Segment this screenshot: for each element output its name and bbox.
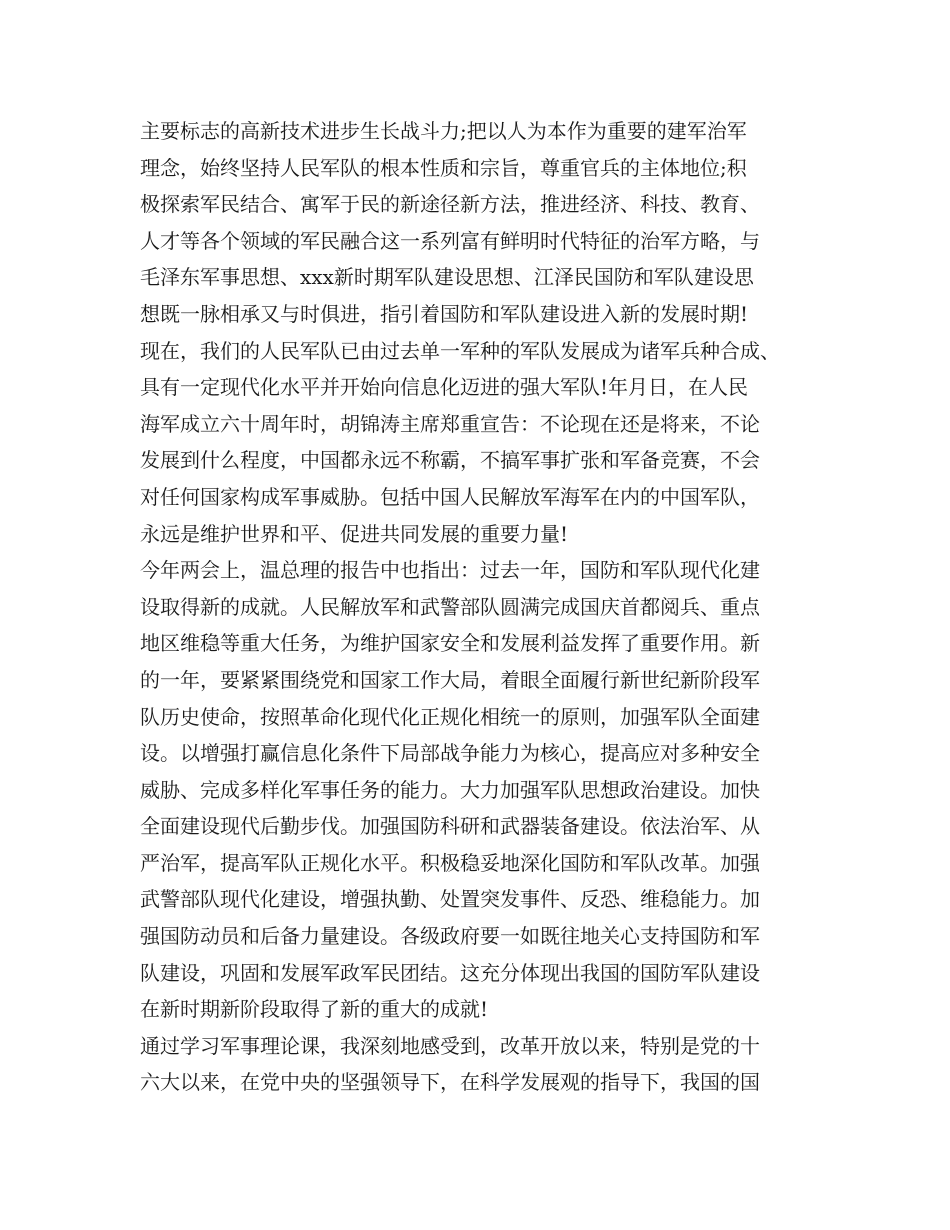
text-line: 队历史使命，按照革命化现代化正规化相统一的原则，加强军队全面建 [140, 704, 760, 729]
document-body [140, 113, 830, 1101]
text-line: 威胁、完成多样化军事任务的能力。大力加强军队思想政治建设。加快 [140, 777, 760, 802]
text-line: 永远是维护世界和平、促进共同发展的重要力量! [140, 521, 569, 546]
text-line: 人才等各个领域的军民融合这一系列富有鲜明时代特征的治军方略，与 [140, 228, 760, 253]
text-line: 设取得新的成就。人民解放军和武警部队圆满完成国庆首都阅兵、重点 [140, 594, 760, 619]
text-line: 全面建设现代后勤步伐。加强国防科研和武器装备建设。依法治军、从 [140, 814, 760, 839]
text-line: 强国防动员和后备力量建设。各级政府要一如既往地关心支持国防和军 [140, 924, 760, 949]
text-line: 地区维稳等重大任务，为维护国家安全和发展利益发挥了重要作用。新 [140, 631, 760, 656]
text-line: 具有一定现代化水平并开始向信息化迈进的强大军队!年月日，在人民 [140, 375, 749, 400]
text-line: 今年两会上，温总理的报告中也指出：过去一年，国防和军队现代化建 [140, 558, 760, 583]
text-line: 发展到什么程度，中国都永远不称霸，不搞军事扩张和军备竞赛，不会 [140, 448, 760, 473]
text-line: 毛泽东军事思想、xxx新时期军队建设思想、江泽民国防和军队建设思 [140, 265, 754, 290]
text-line: 对任何国家构成军事威胁。包括中国人民解放军海军在内的中国军队， [140, 484, 760, 509]
text-line: 的一年，要紧紧围绕党和国家工作大局，着眼全面履行新世纪新阶段军 [140, 667, 760, 692]
text-line: 海军成立六十周年时，胡锦涛主席郑重宣告：不论现在还是将来，不论 [140, 411, 760, 436]
text-line: 武警部队现代化建设，增强执勤、处置突发事件、反恐、维稳能力。加 [140, 887, 760, 912]
text-line: 通过学习军事理论课，我深刻地感受到，改革开放以来，特别是党的十 [140, 1033, 760, 1058]
text-line: 想既一脉相承又与时俱进，指引着国防和军队建设进入新的发展时期! [140, 301, 749, 326]
text-line: 六大以来，在党中央的坚强领导下，在科学发展观的指导下，我国的国 [140, 1070, 760, 1095]
text-line: 严治军，提高军队正规化水平。积极稳妥地深化国防和军队改革。加强 [140, 850, 760, 875]
text-line: 队建设，巩固和发展军政军民团结。这充分体现出我国的国防军队建设 [140, 960, 760, 985]
text-line: 设。以增强打赢信息化条件下局部战争能力为核心，提高应对多种安全 [140, 741, 760, 766]
text-line: 在新时期新阶段取得了新的重大的成就! [140, 997, 489, 1022]
text-line: 主要标志的高新技术进步生长战斗力;把以人为本作为重要的建军治军 [140, 119, 747, 143]
text-line: 现在，我们的人民军队已由过去单一军种的军队发展成为诸军兵种合成、 [140, 338, 780, 363]
text-line: 理念，始终坚持人民军队的根本性质和宗旨，尊重官兵的主体地位;积 [140, 155, 747, 180]
text-line: 极探索军民结合、寓军于民的新途径新方法，推进经济、科技、教育、 [140, 192, 760, 217]
